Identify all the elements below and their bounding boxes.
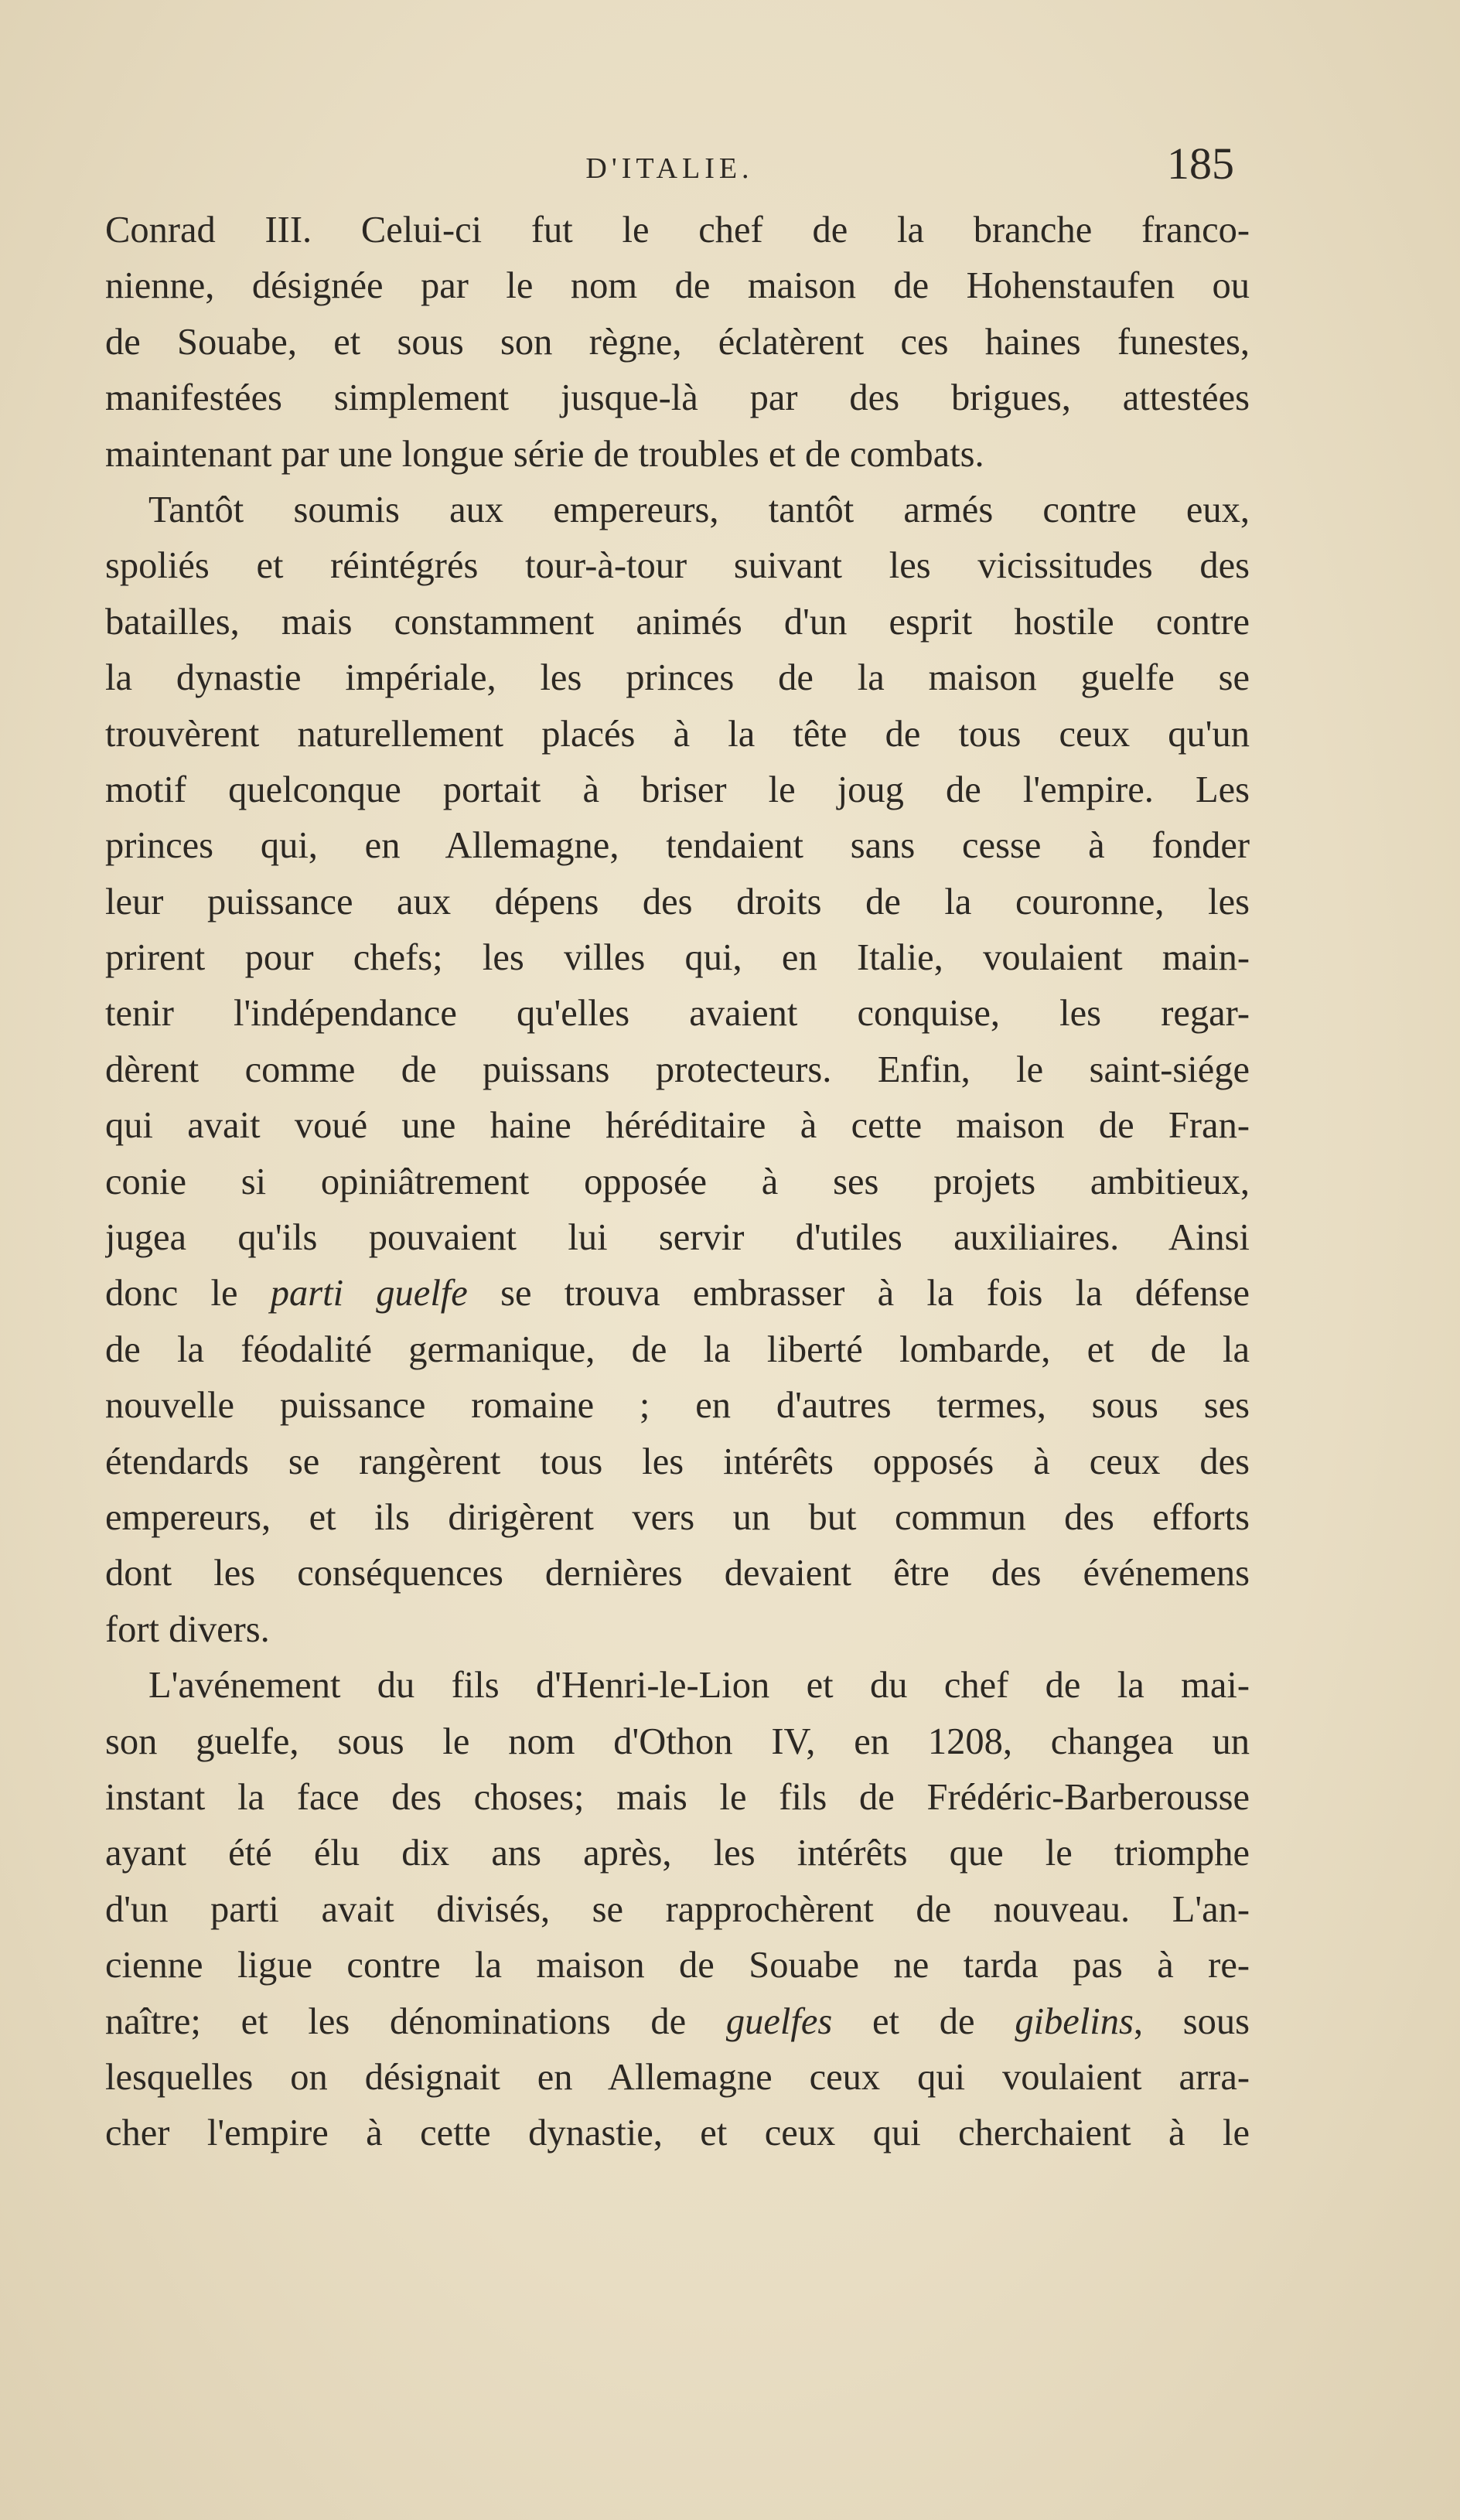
text-segment: de la féodalité germanique, de la liberté lombarde, et de la xyxy=(105,1328,1250,1370)
italic-term: parti guelfe xyxy=(270,1273,468,1315)
text-segment: nouvelle puissance romaine ; en d'autres termes, sous ses xyxy=(105,1385,1250,1427)
text-line xyxy=(105,762,1250,818)
text-segment: ayant été élu dix ans après, les intérêts que le triomphe xyxy=(105,1833,1250,1874)
page-header xyxy=(105,138,1234,207)
text-segment: empereurs, et ils dirigèrent vers un but commun des efforts xyxy=(105,1496,1250,1538)
text-line xyxy=(105,1210,1250,1266)
text-segment: de Souabe, et sous son règne, éclatèrent ces haines funestes, xyxy=(105,321,1250,363)
text-segment: cher l'empire à cette dynastie, et ceux qui cherchaient à le xyxy=(105,2113,1250,2154)
text-segment: batailles, mais constamment animés d'un esprit hostile contre xyxy=(105,601,1250,643)
text-segment: Tantôt soumis aux empereurs, tantôt armés contre eux, xyxy=(148,489,1250,530)
text-line xyxy=(105,2106,1250,2161)
text-line xyxy=(105,1434,1250,1490)
text-segment: leur puissance aux dépens des droits de la couronne, les xyxy=(105,881,1250,922)
text-line xyxy=(105,538,1250,594)
text-segment: spoliés et réintégrés tour-à-tour suivant les vicissitudes des xyxy=(105,545,1250,587)
text-line xyxy=(105,930,1250,986)
text-line xyxy=(105,1602,1250,1658)
text-segment: fort divers. xyxy=(105,1608,270,1650)
text-segment: se trouva embrasser à la fois la défense xyxy=(467,1273,1250,1315)
text-segment: L'avénement du fils d'Henri-le-Lion et du chef de la mai- xyxy=(148,1665,1250,1707)
text-line xyxy=(105,1770,1250,1826)
text-line xyxy=(105,1154,1250,1210)
italic-term: gibelins xyxy=(1015,2000,1134,2042)
text-segment: cienne ligue contre la maison de Souabe ne tarda pas à re- xyxy=(105,1945,1250,1986)
text-line xyxy=(105,1490,1250,1546)
text-line xyxy=(105,1658,1250,1714)
text-segment: motif quelconque portait à briser le joug de l'empire. Les xyxy=(105,769,1250,810)
text-segment: lesquelles on désignait en Allemagne ceux qui voulaient arra- xyxy=(105,2056,1250,2098)
text-segment: et de xyxy=(832,2000,1015,2042)
text-line xyxy=(105,1546,1250,1601)
text-line xyxy=(105,1098,1250,1154)
running-title: D'ITALIE. xyxy=(585,152,754,185)
text-segment: trouvèrent naturellement placés à la tête de tous ceux qu'un xyxy=(105,713,1250,755)
text-segment: qui avait voué une haine héréditaire à cette maison de Fran- xyxy=(105,1105,1250,1147)
text-segment: maintenant par une longue série de troubles et de combats. xyxy=(105,433,984,475)
text-line xyxy=(105,707,1250,762)
text-line xyxy=(105,315,1250,370)
body-text xyxy=(105,203,1250,2162)
italic-term: guelfes xyxy=(725,2000,833,2042)
text-segment: dèrent comme de puissans protecteurs. Enfin, le saint-siége xyxy=(105,1049,1250,1090)
text-line xyxy=(105,1714,1250,1770)
text-line xyxy=(105,1994,1250,2050)
text-segment: étendards se rangèrent tous les intérêts opposés à ceux des xyxy=(105,1441,1250,1482)
text-segment: Conrad III. Celui-ci fut le chef de la branche franco- xyxy=(105,210,1250,251)
text-segment: la dynastie impériale, les princes de la maison guelfe se xyxy=(105,657,1250,699)
text-line xyxy=(105,1378,1250,1434)
text-line xyxy=(105,258,1250,314)
text-line xyxy=(105,483,1250,538)
text-line xyxy=(105,1042,1250,1098)
text-segment: conie si opiniâtrement opposée à ses projets ambitieux, xyxy=(105,1161,1250,1202)
text-segment: dont les conséquences dernières devaient être des événemens xyxy=(105,1553,1250,1594)
text-segment: manifestées simplement jusque-là par des brigues, attestées xyxy=(105,377,1250,419)
text-segment: instant la face des choses; mais le fils de Frédéric-Barberousse xyxy=(105,1776,1250,1818)
text-line xyxy=(105,875,1250,930)
text-line xyxy=(105,986,1250,1042)
text-line xyxy=(105,1266,1250,1321)
text-segment: son guelfe, sous le nom d'Othon IV, en 1208, changea un xyxy=(105,1720,1250,1762)
text-line xyxy=(105,1882,1250,1938)
text-line xyxy=(105,203,1250,258)
text-segment: tenir l'indépendance qu'elles avaient conquise, les regar- xyxy=(105,993,1250,1035)
text-line xyxy=(105,1322,1250,1378)
text-line xyxy=(105,427,1250,483)
text-segment: nienne, désignée par le nom de maison de Hohenstaufen ou xyxy=(105,265,1250,307)
text-segment: prirent pour chefs; les villes qui, en Italie, voulaient main- xyxy=(105,937,1250,979)
page-number: 185 xyxy=(1167,138,1234,189)
text-segment: naître; et les dénominations de xyxy=(105,2000,726,2042)
text-line xyxy=(105,370,1250,426)
text-line xyxy=(105,1826,1250,1881)
text-line xyxy=(105,595,1250,650)
text-segment: jugea qu'ils pouvaient lui servir d'utiles auxiliaires. Ainsi xyxy=(105,1217,1250,1259)
text-segment: princes qui, en Allemagne, tendaient sans cesse à fonder xyxy=(105,825,1250,867)
text-segment: d'un parti avait divisés, se rapprochèrent de nouveau. L'an- xyxy=(105,1888,1250,1930)
text-line xyxy=(105,1938,1250,1993)
text-line xyxy=(105,2050,1250,2106)
text-line xyxy=(105,650,1250,706)
text-segment: donc le xyxy=(105,1273,271,1315)
text-line xyxy=(105,818,1250,874)
text-segment: , sous xyxy=(1133,2000,1250,2042)
